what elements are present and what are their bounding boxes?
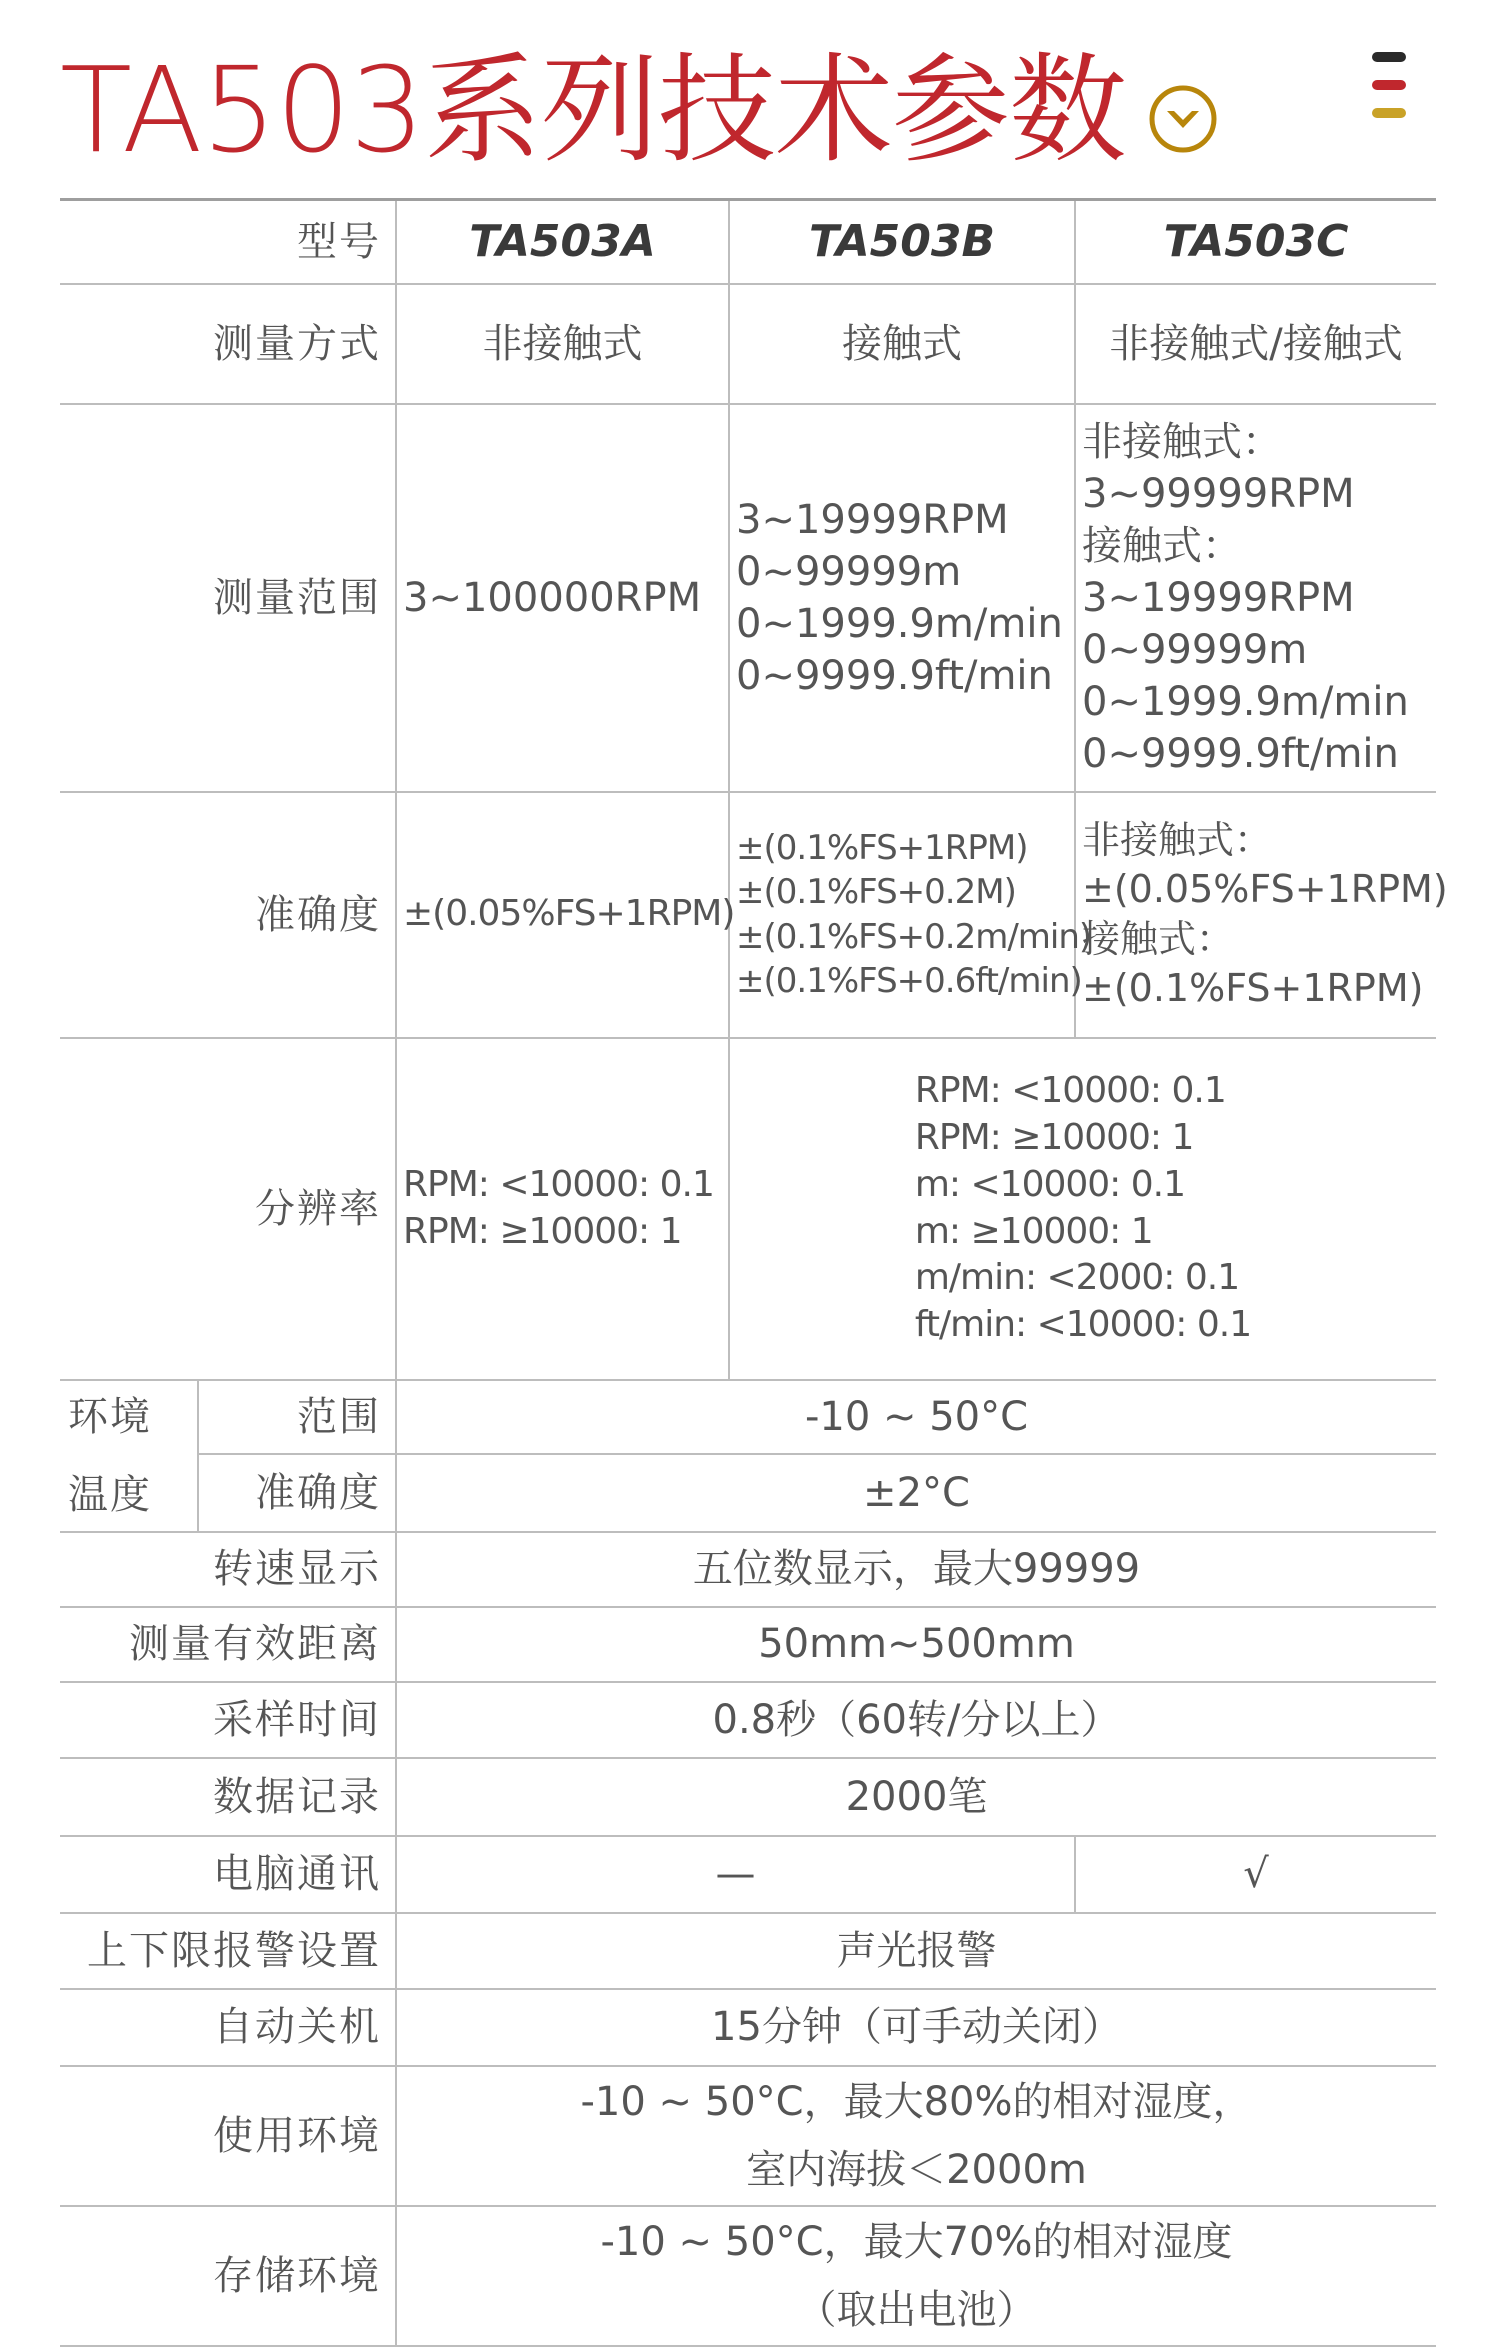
storage-env-line: （取出电池）	[796, 2286, 1037, 2333]
env-accuracy-label: 准确度	[198, 1454, 396, 1532]
table-row	[60, 1454, 1436, 1532]
environment-temp-label	[60, 1380, 198, 1532]
env-accuracy-value: ±2°C	[396, 1454, 1436, 1532]
method-label: 测量方式	[60, 284, 396, 404]
table-row	[60, 2206, 1436, 2346]
model-c: TA503C	[1075, 200, 1436, 284]
env-range-value: -10 ~ 50°C	[396, 1380, 1436, 1454]
storage-env-value	[396, 2206, 1436, 2346]
resolution-bc-line: ft/min: <10000: 0.1	[914, 1304, 1252, 1346]
model-b: TA503B	[729, 200, 1075, 284]
speed-display-value: 五位数显示，最大99999	[396, 1532, 1436, 1607]
model-label: 型号	[60, 200, 396, 284]
pc-comm-c: √	[1075, 1836, 1436, 1913]
table-row	[60, 1380, 1436, 1454]
range-c-line: 0~1999.9m/min	[1082, 678, 1409, 725]
range-c-line: 3~19999RPM	[1082, 574, 1355, 621]
table-row	[60, 284, 1436, 404]
range-c-line: 0~99999m	[1082, 626, 1308, 673]
model-a: TA503A	[396, 200, 729, 284]
environment-label-line: 温度	[68, 1471, 152, 1518]
resolution-bc-line: RPM: ≥10000: 1	[914, 1116, 1194, 1158]
accuracy-a: ±(0.05%FS+1RPM)	[396, 792, 729, 1038]
table-row	[60, 792, 1436, 1038]
distance-value: 50mm~500mm	[396, 1607, 1436, 1682]
page-title	[60, 40, 1218, 180]
accuracy-c-line: ±(0.05%FS+1RPM)	[1082, 867, 1448, 912]
speed-display-label: 转速显示	[60, 1532, 396, 1607]
resolution-bc-block	[915, 1068, 1251, 1349]
accuracy-c-line: 非接触式：	[1082, 817, 1273, 862]
range-c-line: 0~9999.9ft/min	[1082, 730, 1399, 777]
auto-off-value: 15分钟（可手动关闭）	[396, 1989, 1436, 2066]
menu-icon[interactable]	[1372, 52, 1412, 124]
range-b-line: 0~99999m	[736, 548, 962, 595]
resolution-a-line: RPM: ≥10000: 1	[403, 1210, 682, 1252]
resolution-a-line: RPM: <10000: 0.1	[403, 1163, 714, 1205]
resolution-bc-line: RPM: <10000: 0.1	[914, 1070, 1226, 1112]
menu-bar-red	[1372, 80, 1406, 90]
table-row	[60, 200, 1436, 284]
storage-env-label: 存储环境	[60, 2206, 396, 2346]
table-row	[60, 1607, 1436, 1682]
records-value: 2000笔	[396, 1758, 1436, 1836]
table-row	[60, 1038, 1436, 1380]
page-title-text: TA503系列技术参数	[60, 41, 1126, 179]
auto-off-label: 自动关机	[60, 1989, 396, 2066]
records-label: 数据记录	[60, 1758, 396, 1836]
distance-label: 测量有效距离	[60, 1607, 396, 1682]
environment-label-line: 环境	[68, 1393, 152, 1440]
usage-env-line: 室内海拔＜2000m	[746, 2146, 1087, 2193]
range-b	[729, 404, 1075, 792]
resolution-a	[396, 1038, 729, 1380]
range-label: 测量范围	[60, 404, 396, 792]
alarm-label: 上下限报警设置	[60, 1913, 396, 1989]
usage-env-label: 使用环境	[60, 2066, 396, 2206]
chevron-down-circle-icon[interactable]	[1148, 84, 1218, 154]
range-c	[1075, 404, 1436, 792]
usage-env-line: -10 ~ 50°C，最大80%的相对湿度，	[580, 2078, 1253, 2125]
table-row	[60, 404, 1436, 792]
table-row	[60, 1758, 1436, 1836]
range-c-line: 非接触式：	[1082, 418, 1282, 465]
range-b-line: 0~9999.9ft/min	[736, 652, 1053, 699]
accuracy-label: 准确度	[60, 792, 396, 1038]
accuracy-c-line: 接触式：	[1082, 916, 1235, 961]
sampling-value: 0.8秒（60转/分以上）	[396, 1682, 1436, 1758]
method-b: 接触式	[729, 284, 1075, 404]
accuracy-b-line: ±(0.1%FS+1RPM)	[736, 828, 1028, 869]
accuracy-b	[729, 792, 1092, 1038]
table-row	[60, 1913, 1436, 1989]
table-row	[60, 1532, 1436, 1607]
table-row	[60, 1682, 1436, 1758]
accuracy-c	[1075, 792, 1448, 1038]
menu-bar-gold	[1372, 108, 1406, 118]
pc-comm-ab: —	[396, 1836, 1075, 1913]
resolution-bc-line: m: <10000: 0.1	[914, 1163, 1186, 1205]
resolution-bc-line: m: ≥10000: 1	[914, 1210, 1153, 1252]
spec-table	[60, 198, 1448, 2347]
table-row	[60, 1989, 1436, 2066]
sampling-label: 采样时间	[60, 1682, 396, 1758]
alarm-value: 声光报警	[396, 1913, 1436, 1989]
method-c: 非接触式/接触式	[1075, 284, 1436, 404]
usage-env-value	[396, 2066, 1436, 2206]
range-c-line: 接触式：	[1082, 522, 1242, 569]
resolution-bc-line: m/min: <2000: 0.1	[914, 1257, 1240, 1299]
accuracy-b-line: ±(0.1%FS+0.2M)	[736, 872, 1016, 913]
resolution-label: 分辨率	[60, 1038, 396, 1380]
range-b-line: 3~19999RPM	[736, 496, 1009, 543]
accuracy-c-line: ±(0.1%FS+1RPM)	[1082, 965, 1424, 1010]
table-row	[60, 2066, 1436, 2206]
storage-env-line: -10 ~ 50°C，最大70%的相对湿度	[600, 2218, 1233, 2265]
table-row	[60, 1836, 1436, 1913]
range-b-line: 0~1999.9m/min	[736, 600, 1063, 647]
resolution-bc	[729, 1038, 1436, 1380]
accuracy-b-line: ±(0.1%FS+0.6ft/min)	[736, 960, 1082, 1001]
pc-comm-label: 电脑通讯	[60, 1836, 396, 1913]
range-c-line: 3~99999RPM	[1082, 470, 1355, 517]
env-range-label: 范围	[198, 1380, 396, 1454]
menu-bar-dark	[1372, 52, 1406, 62]
range-a: 3~100000RPM	[396, 404, 729, 792]
accuracy-b-line: ±(0.1%FS+0.2m/min)	[736, 916, 1092, 957]
method-a: 非接触式	[396, 284, 729, 404]
